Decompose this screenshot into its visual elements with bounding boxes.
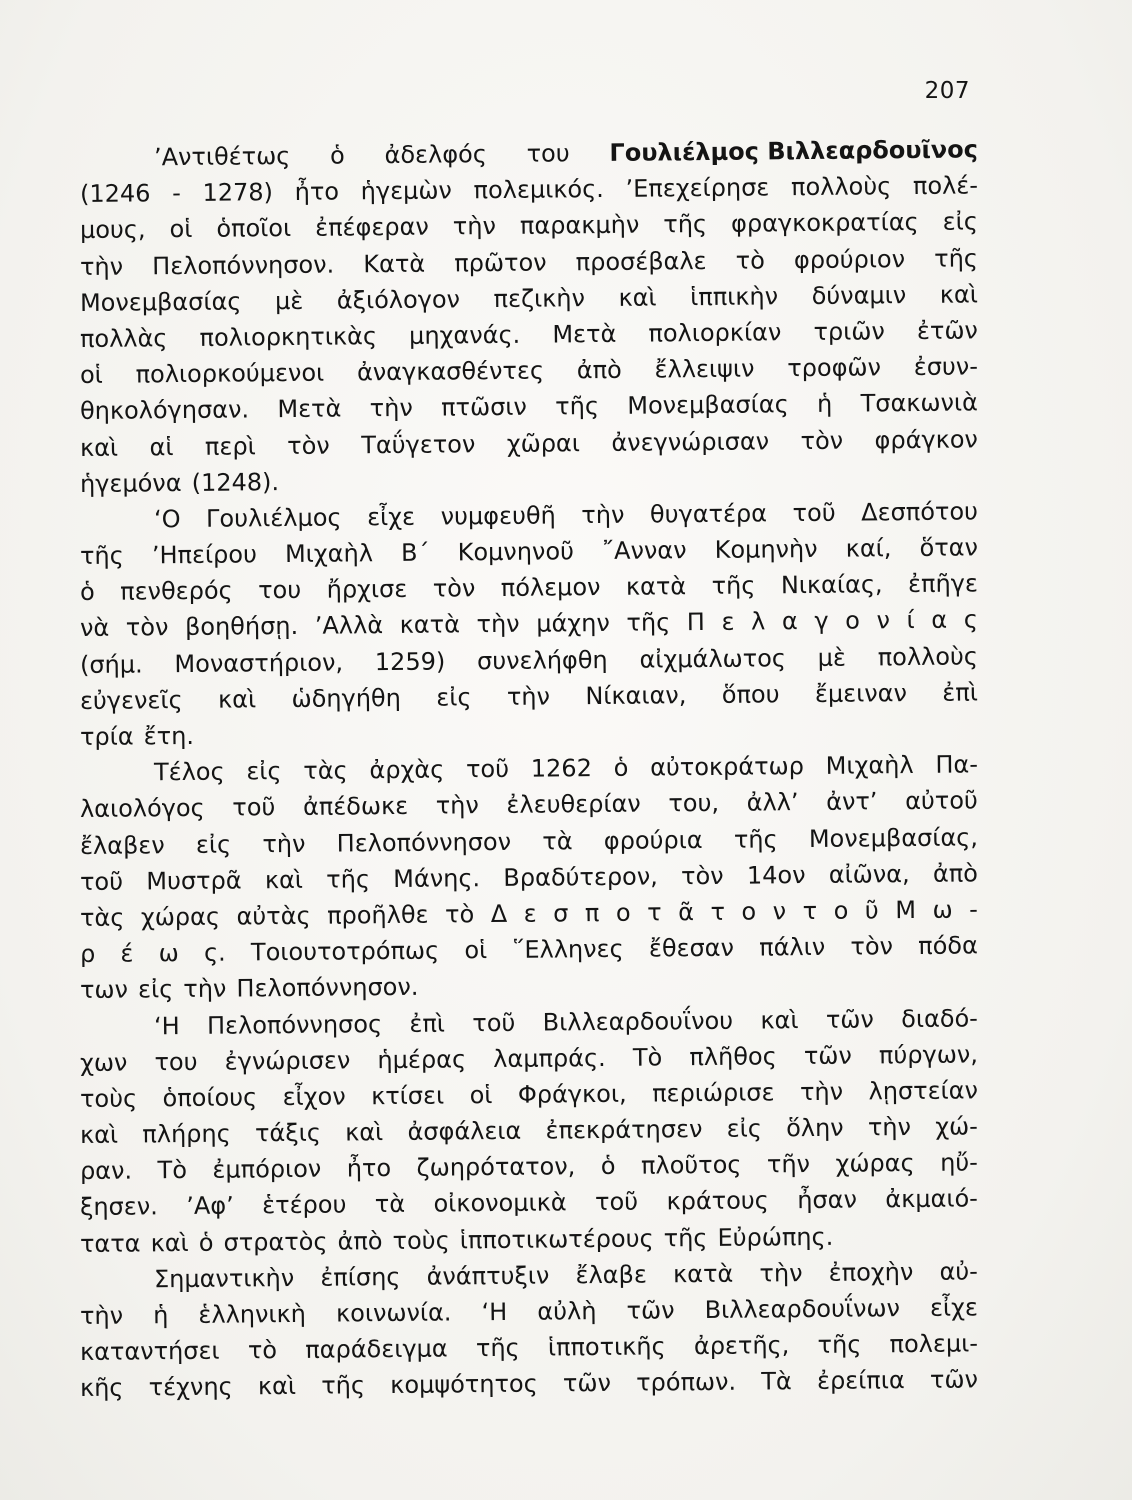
text-line: λαιολόγος τοῦ ἀπέδωκε τὴν ἐλευθερίαν του, ἀλλ’ ἀντ’ αὐτοῦ <box>79 786 978 824</box>
text-line: ‘Ο Γουλιέλμος εἶχε νυμφευθῆ τὴν θυγατέρα τοῦ Δεσπότου <box>153 497 979 534</box>
text-line: των εἰς τὴν Πελοπόννησον. <box>79 973 419 1005</box>
text-line: εὐγενεῖς καὶ ὡδηγήθη εἰς τὴν Νίκαιαν, ὅπου ἔμειναν ἐπὶ <box>79 678 978 715</box>
text-line: μους, οἱ ὁποῖοι ἐπέφεραν τὴν παρακμὴν τῆς φραγκοκρατίας εἰς <box>79 207 978 245</box>
text-line: νὰ τὸν βοηθήσῃ. ’Αλλὰ κατὰ τὴν μάχην τῆς Π ε λ α γ ο ν ί α ς <box>79 605 978 643</box>
bold-name: Γουλιέλμος Βιλλεαρδουῖνος <box>609 135 979 167</box>
text-line: καὶ αἱ περὶ τὸν Ταΰγετον χῶραι ἀνεγνώρισαν τὸν φράγκον <box>79 424 979 462</box>
text-line: τὰς χώρας αὐτὰς προῆλθε τὸ Δ ε σ π ο τ ᾶ τ ο ν τ ο ῦ Μ ω - <box>79 895 978 932</box>
text-line: τὴν ἡ ἑλληνικὴ κοινωνία. ‘Η αὐλὴ τῶν Βιλλεαρδουΐνων εἶχε <box>79 1293 979 1330</box>
text-line: κῆς τέχνης καὶ τῆς κομψότητος τῶν τρόπων. Τὰ ἐρείπια τῶν <box>79 1365 979 1403</box>
text-line: ξησεν. ’Αφ’ ἑτέρου τὰ οἰκονομικὰ τοῦ κράτους ἦσαν ἀκμαιό- <box>79 1184 979 1222</box>
text-line: ἔλαβεν εἰς τὴν Πελοπόννησον τὰ φρούρια τῆς Μονεμβασίας, <box>79 822 979 860</box>
text-line: ἡγεμόνα (1248). <box>79 467 280 498</box>
text-line: θηκολόγησαν. Μετὰ τὴν πτῶσιν τῆς Μονεμβασίας ἡ Τσακωνιὰ <box>79 388 979 426</box>
body-text <box>79 135 979 1407</box>
text-line: (1246 - 1278) ἦτο ἡγεμὼν πολεμικός. ’Επεχείρησε πολλοὺς πολέ- <box>79 171 979 209</box>
text-line: Σημαντικὴν ἐπίσης ἀνάπτυξιν ἔλαβε κατὰ τὴν ἐποχὴν αὐ- <box>153 1257 978 1294</box>
text-line: πολλὰς πολιορκητικὰς μηχανάς. Μετὰ πολιορκίαν τριῶν ἐτῶν <box>79 316 979 353</box>
text-line: Τέλος εἰς τὰς ἀρχὰς τοῦ 1262 ὁ αὐτοκράτωρ Μιχαὴλ Πα- <box>153 750 979 787</box>
text-line: τῆς ’Ηπείρου Μιχαὴλ Β΄ Κομνηνοῦ ῎Ανναν Κομηνὴν καί, ὅταν <box>79 533 979 571</box>
text-line: ‘Η Πελοπόννησος ἐπὶ τοῦ Βιλλεαρδουΐνου καὶ τῶν διαδό- <box>153 1003 978 1040</box>
text-line: χων του ἐγνώρισεν ἡμέρας λαμπράς. Τὸ πλῆθος τῶν πύργων, <box>79 1040 979 1077</box>
text-line: (σήμ. Μοναστήριον, 1259) συνελήφθη αἰχμάλωτος μὲ πολλοὺς <box>79 642 979 679</box>
text-line: ’Αντιθέτως ὁ ἀδελφός του Γουλιέλμος Βιλλεαρδουῖνος <box>80 131 978 176</box>
text-line: τὴν Πελοπόννησον. Κατὰ πρῶτον προσέβαλε τὸ φρούριον τῆς <box>79 243 979 281</box>
text-line: τοὺς ὁποίους εἶχον κτίσει οἱ Φράγκοι, περιώρισε τὴν λῃστείαν <box>79 1076 979 1113</box>
text-line: τατα καὶ ὁ στρατὸς ἀπὸ τοὺς ἱπποτικωτέρους τῆς Εὐρώπης. <box>79 1222 834 1258</box>
text-line: καταντήσει τὸ παράδειγμα τῆς ἱπποτικῆς ἀρετῆς, τῆς πολεμι- <box>79 1329 979 1367</box>
text-line: Μονεμβασίας μὲ ἀξιόλογον πεζικὴν καὶ ἱππικὴν δύναμιν καὶ <box>79 280 979 317</box>
text-line: τρία ἔτη. <box>79 721 195 751</box>
text-line: ραν. Τὸ ἐμπόριον ἦτο ζωηρότατον, ὁ πλοῦτος τῆν χώρας ηὔ- <box>79 1148 979 1186</box>
text-line: τοῦ Μυστρᾶ καὶ τῆς Μάνης. Βραδύτερον, τὸν 14ον αἰῶνα, ἀπὸ <box>79 859 979 896</box>
text-line: οἱ πολιορκούμενοι ἀναγκασθέντες ἀπὸ ἔλλειψιν τροφῶν ἐσυν- <box>79 352 979 390</box>
text-line: ρ έ ω ς. Τοιουτοτρόπως οἱ ῞Ελληνες ἔθεσαν πάλιν τὸν πόδα <box>79 931 978 969</box>
text-line: ὁ πενθερός του ἤρχισε τὸν πόλεμον κατὰ τῆς Νικαίας, ἐπῆγε <box>79 569 979 607</box>
text-line: καὶ πλήρης τάξις καὶ ἀσφάλεια ἐπεκράτησεν εἰς ὅλην τὴν χώ- <box>79 1112 978 1150</box>
page-number: 207 <box>924 78 970 104</box>
